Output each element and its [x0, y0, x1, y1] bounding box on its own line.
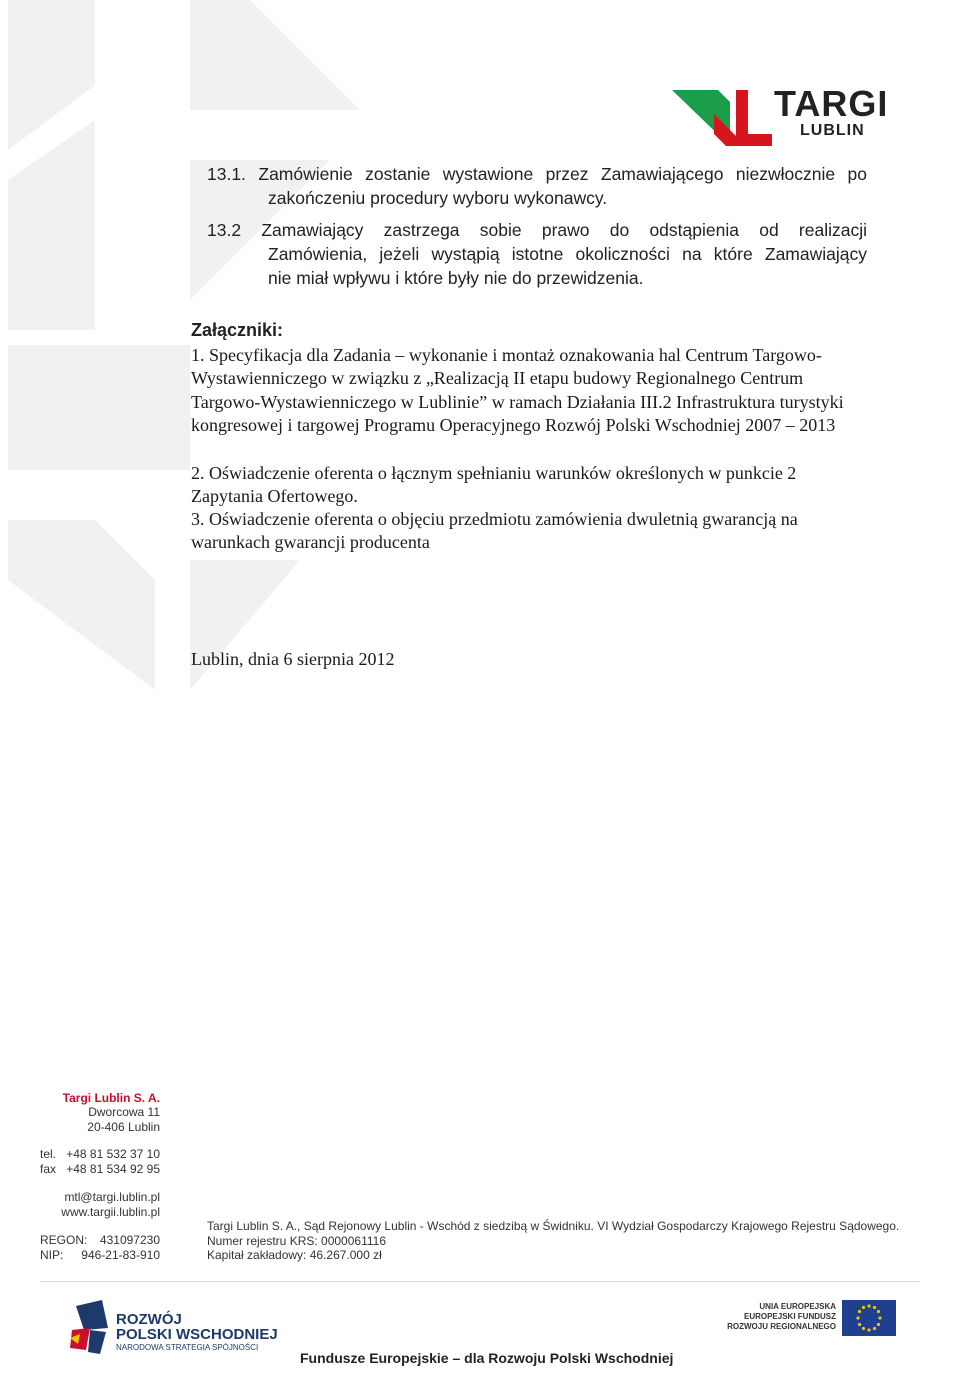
registry-line: Kapitał zakładowy: 46.267.000 zł [207, 1248, 382, 1262]
attachment-item: 1. Specyfikacja dla Zadania – wykonanie i montaż oznakowania hal Centrum Targowo-Wystawienniczego w związku z „Realizacją II etapu budowy Regionalnego Centrum Targowo-Wystawienniczego w Lublinie” w ramach Działania III.2 Infrastruktura turystyki kongresowej i targowej Programu Operacyjnego Rozwój Polski Wschodniej 2007 – 2013 [191, 345, 844, 436]
place-date: Lublin, dnia 6 sierpnia 2012 [191, 649, 395, 669]
street: Dworcowa 11 [88, 1105, 160, 1119]
regon-row [40, 1233, 160, 1248]
footer-divider [40, 1281, 920, 1282]
website-link[interactable]: www.targii.lublin.pl [61, 1204, 160, 1219]
tel-label: tel. [40, 1147, 57, 1161]
phone-row [40, 1147, 160, 1162]
registry-line: Targi Lublin S. A., Sąd Rejonowy Lublin - Wschód z siedzibą w Świdniku. VI Wydział Gospodarczy Krajowego Rejestru Sądowego. [207, 1219, 900, 1233]
nip-label: NIP: [40, 1247, 64, 1262]
logo-subtitle: LUBLIN [800, 122, 865, 139]
clause-text: Zamówienie zostanie wystawione przez Zamawiającego niezwłocznie po [258, 164, 867, 184]
regon-value: 431097230 [99, 1233, 160, 1247]
eu-line: UNIA EUROPEJSKA [759, 1302, 836, 1311]
rpw-logo-subtitle: NARODOWA STRATEGIA SPÓJNOŚCI [116, 1343, 259, 1352]
contact-phones [40, 1147, 160, 1176]
nip-row [40, 1248, 160, 1263]
clause-continuation: Zamówienia, jeżeli wystąpią istotne okoliczności na które Zamawiający [268, 244, 867, 264]
clause-13-1 [207, 162, 867, 210]
clause-13-2 [207, 218, 867, 290]
clause-number: 13.1. [207, 164, 246, 184]
eu-logo-text [720, 1302, 836, 1332]
attachment-item: 3. Oświadczenie oferenta o objęciu przedmiotu zamówienia dwuletnią gwarancją na warunkach gwarancji producenta [191, 509, 798, 553]
eu-line: EUROPEJSKI FUNDUSZ [743, 1312, 836, 1321]
registry-line: Numer rejestru KRS: 0000061116 [207, 1233, 386, 1248]
rpw-logo-text [116, 1312, 278, 1342]
company-address [40, 1105, 160, 1134]
attachment-item: 2. Oświadczenie oferenta o łącznym spełnianiu warunków określonych w punkcie 2 Zapytania Ofertowego. [191, 463, 797, 507]
contact-web [40, 1190, 160, 1219]
logo-wordmark: TARGI [774, 83, 889, 124]
rpw-line-2: POLSKI WSCHODNIEJ [116, 1326, 278, 1343]
email-link[interactable]: mtl@targi.lublin.pl [64, 1190, 160, 1204]
fax-row [40, 1162, 160, 1177]
fax-label: fax [40, 1161, 57, 1176]
nip-value: 946-21-83-910 [81, 1247, 160, 1262]
rpw-logo-icon [70, 1300, 112, 1356]
eu-line: ROZWOJU REGIONALNEGO [727, 1322, 836, 1331]
attachments-heading: Załączniki: [191, 320, 284, 340]
company-name: Targi Lublin S. A. [62, 1091, 160, 1105]
rpw-line-1: ROZWÓJ [116, 1311, 182, 1328]
clause-first-line [207, 218, 867, 242]
regon-label: REGON: [40, 1233, 88, 1247]
clause-continuation: zakończeniu procedury wyboru wykonawcy. [268, 188, 608, 208]
registry-info [207, 1219, 907, 1263]
clause-number: 13.2 [207, 220, 242, 240]
company-ids [40, 1233, 160, 1262]
footer-slogan: Fundusze Europejskie – dla Rozwoju Polski Wschodniej [300, 1350, 674, 1366]
clause-continuation: nie miał wpływu i które były nie do przewidzenia. [268, 268, 644, 288]
logo-mark-icon [672, 86, 772, 150]
tel-number[interactable]: +48 81 532 37 10 [66, 1147, 160, 1161]
fax-number: +48 81 534 92 95 [66, 1161, 160, 1176]
clause-first-line [207, 162, 867, 186]
eu-flag-icon [842, 1300, 896, 1336]
targi-lublin-logo [672, 83, 889, 150]
clause-text: Zamawiający zastrzega sobie prawo do odstąpienia od realizacji [261, 220, 867, 240]
postal-city: 20-406 Lublin [87, 1119, 160, 1134]
